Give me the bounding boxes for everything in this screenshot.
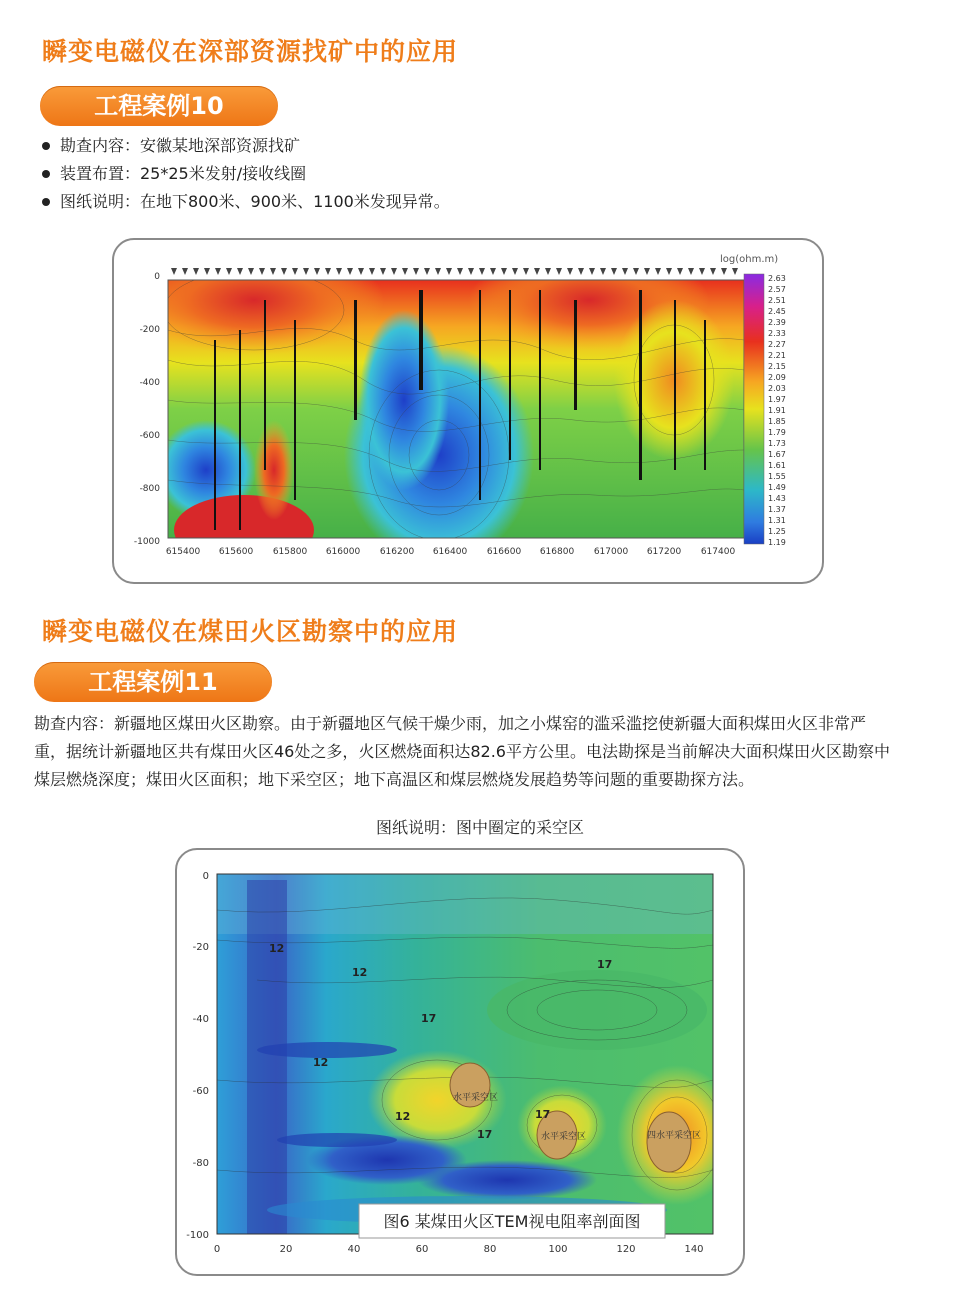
- station-marker-icon: [732, 268, 738, 275]
- station-marker-icon: [171, 268, 177, 275]
- case10-label: 工程案例10: [40, 86, 278, 126]
- y-tick-label: 0: [154, 272, 160, 282]
- figure2-plot-area: [217, 874, 737, 1240]
- zone-label: 水平采空区: [541, 1132, 587, 1142]
- colorbar-tick-label: 2.63: [768, 274, 786, 283]
- station-marker-icon: [457, 268, 463, 275]
- bullet-dot-icon: [42, 142, 50, 150]
- contour-label: 12: [313, 1056, 329, 1069]
- section1-title: 瞬变电磁仪在深部资源找矿中的应用: [42, 37, 459, 66]
- station-marker-icon: [248, 268, 254, 275]
- station-marker-icon: [490, 268, 496, 275]
- list-item: 装置布置：25*25米发射/接收线圈: [42, 160, 450, 188]
- colorbar-tick-label: 2.57: [768, 285, 786, 294]
- y-tick-label: -60: [192, 1086, 209, 1097]
- station-marker-icon: [688, 268, 694, 275]
- x-tick-label: 616800: [539, 547, 575, 557]
- station-marker-icon: [578, 268, 584, 275]
- contour-label: 17: [535, 1108, 551, 1121]
- station-marker-icon: [204, 268, 210, 275]
- station-marker-icon: [512, 268, 518, 275]
- colorbar-tick-label: 2.45: [768, 307, 786, 316]
- bullet-dot-icon: [42, 170, 50, 178]
- x-tick-label: 140: [684, 1244, 704, 1255]
- x-tick-label: 617000: [593, 547, 629, 557]
- figure1-x-axis: [166, 547, 736, 557]
- station-marker-icon: [259, 268, 265, 275]
- colorbar-tick-label: 1.97: [768, 395, 786, 404]
- colorbar: [744, 274, 764, 544]
- colorbar-tick-label: 2.21: [768, 351, 786, 360]
- case10-bullet-list: [42, 132, 450, 216]
- x-tick-label: 616400: [432, 547, 468, 557]
- contour-label: 12: [352, 966, 368, 979]
- station-marker-icon: [215, 268, 221, 275]
- x-tick-label: 617200: [646, 547, 682, 557]
- colorbar-tick-label: 2.33: [768, 329, 786, 338]
- station-marker-icon: [325, 268, 331, 275]
- colorbar-tick-label: 2.15: [768, 362, 786, 371]
- figure2-coalfire-section: [177, 850, 743, 1274]
- y-tick-label: -200: [139, 325, 160, 335]
- x-tick-label: 20: [279, 1244, 293, 1255]
- contour-label: 17: [597, 958, 613, 971]
- contour-label: 17: [477, 1128, 493, 1141]
- x-tick-label: 615800: [272, 547, 308, 557]
- station-marker-icon: [391, 268, 397, 275]
- station-marker-icon: [600, 268, 606, 275]
- y-tick-label: -100: [186, 1230, 209, 1241]
- colorbar-tick-label: 1.79: [768, 428, 786, 437]
- colorbar-tick-label: 2.27: [768, 340, 786, 349]
- y-tick-label: -40: [192, 1014, 209, 1025]
- station-marker-icon: [721, 268, 727, 275]
- colorbar-tick-label: 2.03: [768, 384, 786, 393]
- station-marker-icon: [545, 268, 551, 275]
- y-tick-label: -1000: [133, 537, 160, 547]
- station-marker-icon: [589, 268, 595, 275]
- list-item: 勘查内容：安徽某地深部资源找矿: [42, 132, 450, 160]
- station-marker-icon: [402, 268, 408, 275]
- figure2-y-axis: [186, 871, 209, 1241]
- x-tick-label: 120: [616, 1244, 636, 1255]
- y-tick-label: -20: [192, 942, 209, 953]
- colorbar-tick-label: 1.61: [768, 461, 786, 470]
- figure1-resistivity-section: [114, 240, 822, 582]
- station-marker-icon: [369, 268, 375, 275]
- colorbar-tick-label: 1.73: [768, 439, 786, 448]
- x-tick-label: 0: [213, 1244, 221, 1255]
- station-marker-icon: [567, 268, 573, 275]
- station-marker-icon: [237, 268, 243, 275]
- colorbar-tick-label: 1.19: [768, 538, 786, 547]
- bullet-dot-icon: [42, 198, 50, 206]
- station-marker-icon: [666, 268, 672, 275]
- zone-label: 四水平采空区: [647, 1131, 702, 1141]
- figure2-caption: 图6 某煤田火区TEM视电阻率剖面图: [383, 1212, 641, 1231]
- colorbar-tick-label: 2.39: [768, 318, 786, 327]
- x-tick-label: 60: [415, 1244, 429, 1255]
- station-marker-icon: [270, 268, 276, 275]
- station-marker-icon: [644, 268, 650, 275]
- contour-label: 12: [269, 942, 285, 955]
- station-marker-icon: [655, 268, 661, 275]
- goaf-zone: [647, 1112, 691, 1172]
- x-tick-label: 616200: [379, 547, 415, 557]
- y-tick-label: -600: [139, 431, 160, 441]
- colorbar-tick-label: 1.25: [768, 527, 786, 536]
- figure1-plot-area: [124, 245, 744, 565]
- station-marker-icon: [446, 268, 452, 275]
- x-tick-label: 617400: [700, 547, 736, 557]
- station-marker-icon: [556, 268, 562, 275]
- station-marker-icon: [358, 268, 364, 275]
- figure2-x-axis: [214, 1244, 704, 1255]
- figure1-frame: [112, 238, 824, 584]
- figure1-station-markers: [171, 268, 738, 275]
- colorbar-tick-label: 1.67: [768, 450, 786, 459]
- colorbar-tick-label: 2.09: [768, 373, 786, 382]
- zone-label: 水平采空区: [453, 1093, 499, 1103]
- station-marker-icon: [677, 268, 683, 275]
- figure2-frame: [175, 848, 745, 1276]
- x-tick-label: 40: [347, 1244, 361, 1255]
- station-marker-icon: [413, 268, 419, 275]
- colorbar-tick-label: 1.85: [768, 417, 786, 426]
- list-item: 图纸说明：在地下800米、900米、1100米发现异常。: [42, 188, 450, 216]
- x-tick-label: 615600: [218, 547, 254, 557]
- station-marker-icon: [611, 268, 617, 275]
- colorbar-tick-label: 2.51: [768, 296, 786, 305]
- station-marker-icon: [380, 268, 386, 275]
- station-marker-icon: [193, 268, 199, 275]
- y-tick-label: -800: [139, 484, 160, 494]
- case11-figure-caption: 图纸说明：图中圈定的采空区: [375, 818, 584, 837]
- station-marker-icon: [710, 268, 716, 275]
- station-marker-icon: [534, 268, 540, 275]
- station-marker-icon: [314, 268, 320, 275]
- station-marker-icon: [501, 268, 507, 275]
- station-marker-icon: [424, 268, 430, 275]
- colorbar-tick-label: 1.91: [768, 406, 786, 415]
- colorbar-tick-label: 1.43: [768, 494, 786, 503]
- station-marker-icon: [226, 268, 232, 275]
- contour-label: 17: [421, 1012, 437, 1025]
- colorbar-tick-label: 1.55: [768, 472, 786, 481]
- section2-title: 瞬变电磁仪在煤田火区勘察中的应用: [42, 617, 459, 646]
- contour-label: 12: [395, 1110, 411, 1123]
- x-tick-label: 616000: [325, 547, 361, 557]
- colorbar-tick-labels: [768, 274, 786, 547]
- y-tick-label: -400: [139, 378, 160, 388]
- station-marker-icon: [699, 268, 705, 275]
- x-tick-label: 616600: [486, 547, 522, 557]
- station-marker-icon: [468, 268, 474, 275]
- case11-label: 工程案例11: [34, 662, 272, 702]
- station-marker-icon: [622, 268, 628, 275]
- y-tick-label: 0: [202, 871, 209, 882]
- figure1-y-axis: [134, 272, 160, 547]
- station-marker-icon: [292, 268, 298, 275]
- station-marker-icon: [523, 268, 529, 275]
- colorbar-tick-label: 1.49: [768, 483, 786, 492]
- colorbar-tick-label: 1.37: [768, 505, 786, 514]
- station-marker-icon: [336, 268, 342, 275]
- colorbar-tick-label: 1.31: [768, 516, 786, 525]
- station-marker-icon: [479, 268, 485, 275]
- station-marker-icon: [182, 268, 188, 275]
- case11-paragraph: 勘查内容：新疆地区煤田火区勘察。由于新疆地区气候干燥少雨，加之小煤窑的滥采滥挖使新疆大面积煤田火区非常严重，据统计新疆地区共有煤田火区46处之多，火区燃烧面积达82.6平方公里。电法勘探是当前解决大面积煤田火区勘察中煤层燃烧深度；煤田火区面积；地下采空区；地下高温区和煤层燃烧发展趋势等问题的重要勘探方法。: [34, 714, 890, 789]
- x-tick-label: 100: [548, 1244, 568, 1255]
- station-marker-icon: [633, 268, 639, 275]
- station-marker-icon: [303, 268, 309, 275]
- colorbar-unit-label: log(ohm.m): [720, 254, 779, 265]
- y-tick-label: -80: [192, 1158, 209, 1169]
- station-marker-icon: [347, 268, 353, 275]
- station-marker-icon: [435, 268, 441, 275]
- station-marker-icon: [281, 268, 287, 275]
- x-tick-label: 615400: [165, 547, 201, 557]
- x-tick-label: 80: [483, 1244, 497, 1255]
